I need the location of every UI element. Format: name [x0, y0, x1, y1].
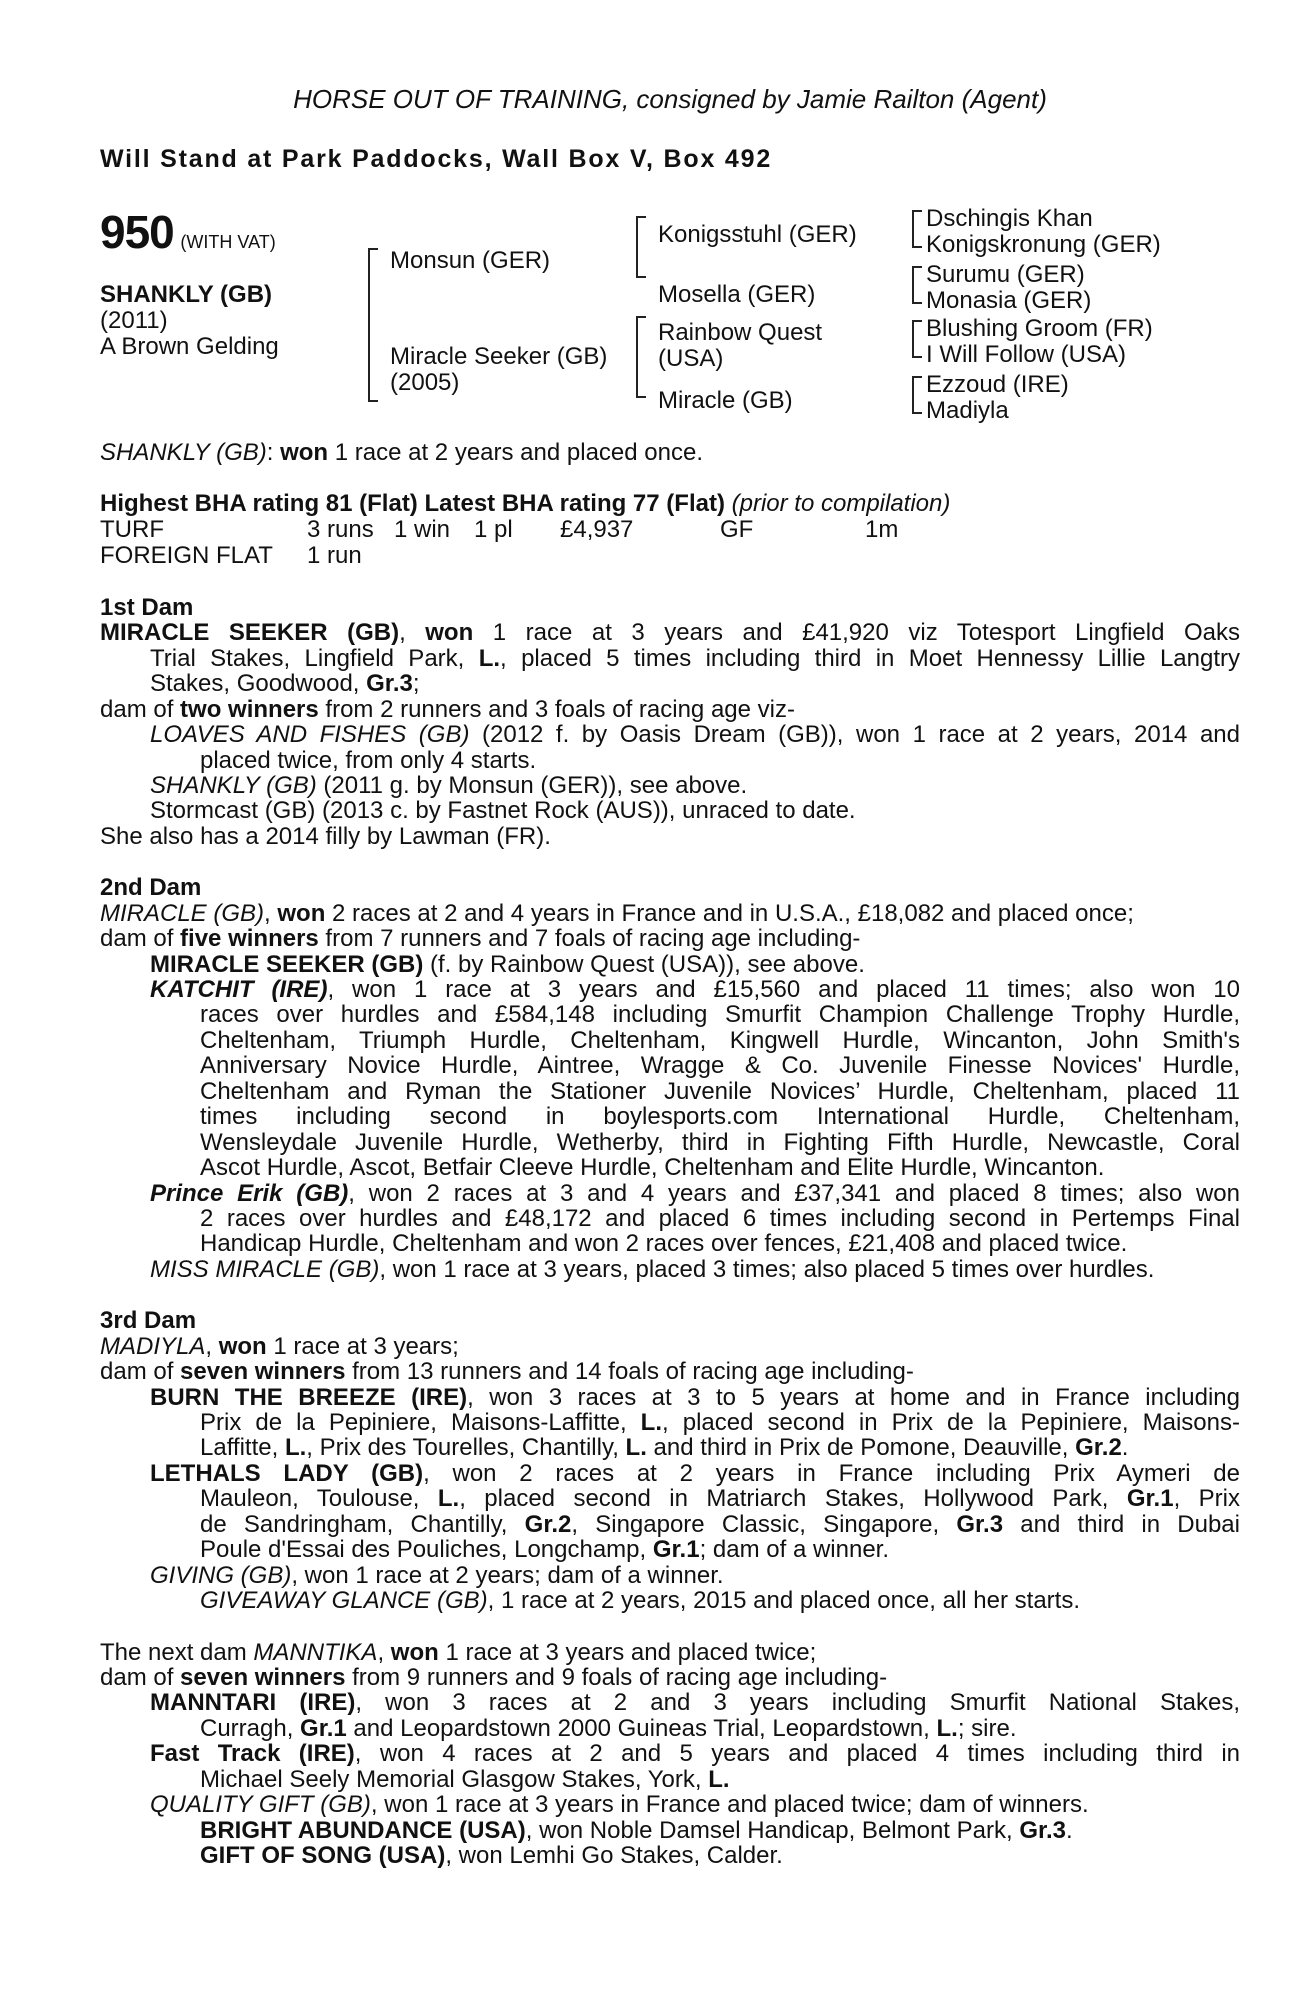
sire-dam: Mosella (GER)	[658, 281, 816, 308]
gg-7: Ezzoud (IRE)	[926, 371, 1069, 398]
prince-erik-line-1: Prince Erik (GB), won 2 races at 3 and 4 years and £37,341 and placed 8 times; also won	[150, 1179, 1240, 1207]
prince-erik-line-3: Handicap Hurdle, Cheltenham and won 2 races over fences, £21,408 and placed twice.	[200, 1230, 1128, 1258]
first-dam-line-9: She also has a 2014 filly by Lawman (FR).	[100, 822, 551, 850]
katchit-line-5: Cheltenham and Ryman the Stationer Juvenile Novices’ Hurdle, Cheltenham, placed 11	[200, 1077, 1240, 1105]
bracket-g56	[912, 320, 922, 358]
horse-year: (2011)	[100, 307, 168, 334]
first-dam-line-5: LOAVES AND FISHES (GB) (2012 f. by Oasis Dream (GB)), won 1 race at 2 years, 2014 and	[150, 721, 1240, 749]
horse-name: SHANKLY (GB)	[100, 281, 273, 308]
dam-sire-2: (USA)	[658, 345, 724, 372]
consignment-title: HORSE OUT OF TRAINING, consigned by Jamie Railton (Agent)	[293, 84, 1047, 114]
gg-5: Blushing Groom (FR)	[926, 315, 1153, 342]
first-dam-line-7: SHANKLY (GB) (2011 g. by Monsun (GER)), see above.	[150, 771, 748, 799]
gg-3: Surumu (GER)	[926, 261, 1085, 288]
stand-location: Will Stand at Park Paddocks, Wall Box V, Box 492	[100, 145, 773, 173]
second-dam-heading: 2nd Dam	[100, 874, 202, 902]
giving-line: GIVING (GB), won 1 race at 2 years; dam of a winner.	[150, 1561, 724, 1589]
dam-year: (2005)	[390, 369, 460, 396]
horse-description: A Brown Gelding	[100, 333, 279, 360]
vat-note: (WITH VAT)	[180, 232, 276, 252]
gg-6: I Will Follow (USA)	[926, 341, 1127, 368]
bracket-g12	[912, 210, 922, 248]
first-dam-heading: 1st Dam	[100, 593, 194, 621]
katchit-line-3: Cheltenham, Triumph Hurdle, Cheltenham, Kingwell Hurdle, Wincanton, John Smith's	[200, 1026, 1240, 1054]
lethals-lady-line-2: Mauleon, Toulouse, L., placed second in Matriarch Stakes, Hollywood Park, Gr.1, Prix	[200, 1485, 1241, 1513]
first-dam-line-3: Stakes, Goodwood, Gr.3;	[150, 670, 420, 698]
katchit-line-1: KATCHIT (IRE), won 1 race at 3 years and £15,560 and placed 11 times; also won 10	[150, 976, 1240, 1003]
first-dam-line-2: Trial Stakes, Lingfield Park, L., placed 5 times including third in Moet Hennessy Lillie Langtry	[150, 644, 1241, 672]
lethals-lady-line-4: Poule d'Essai des Pouliches, Longchamp, Gr.1; dam of a winner.	[200, 1536, 889, 1564]
sire-name: Monsun (GER)	[390, 247, 551, 274]
katchit-line-7: Wensleydale Juvenile Hurdle, Wetherby, third in Fighting Fifth Hurdle, Newcastle, Coral	[200, 1128, 1240, 1156]
next-dam-line-1: The next dam MANNTIKA, won 1 race at 3 years and placed twice;	[100, 1638, 817, 1666]
katchit-line-6: times including second in boylesports.com International Hurdle, Cheltenham,	[200, 1103, 1240, 1131]
third-dam-heading: 3rd Dam	[100, 1307, 197, 1335]
bracket-main	[368, 248, 378, 402]
bracket-sire	[636, 216, 646, 278]
bracket-g34	[912, 266, 922, 304]
burn-the-breeze-line-1: BURN THE BREEZE (IRE), won 3 races at 3 to 5 years at home and in France including	[150, 1383, 1240, 1411]
burn-the-breeze-line-2: Prix de la Pepiniere, Maisons-Laffitte, L., placed second in Prix de la Pepiniere, Maisons-	[200, 1409, 1240, 1436]
pedigree-table	[100, 200, 1240, 440]
stats-table: TURF 3 runs 1 win 1 pl £4,937 GF 1m FOREIGN FLAT 1 run	[100, 515, 899, 569]
catalogue-body	[100, 440, 1240, 1868]
gg-8: Madiyla	[926, 397, 1009, 424]
gift-of-song-line: GIFT OF SONG (USA), won Lemhi Go Stakes, Calder.	[200, 1842, 783, 1869]
bracket-dam	[636, 316, 646, 398]
dam-dam: Miracle (GB)	[658, 387, 793, 414]
second-dam-line-3: MIRACLE SEEKER (GB) (f. by Rainbow Quest (USA)), see above.	[150, 950, 865, 978]
race-summary: SHANKLY (GB): won 1 race at 2 years and placed once.	[100, 439, 703, 466]
manntari-line-2: Curragh, Gr.1 and Leopardstown 2000 Guineas Trial, Leopardstown, L.; sire.	[200, 1714, 1017, 1742]
gg-2: Konigskronung (GER)	[926, 231, 1161, 258]
bracket-g78	[912, 376, 922, 414]
lot-number-line	[100, 208, 276, 257]
giveaway-glance-line: GIVEAWAY GLANCE (GB), 1 race at 2 years, 2015 and placed once, all her starts.	[200, 1587, 1080, 1615]
dam-sire-1: Rainbow Quest	[658, 319, 823, 346]
fast-track-line-1: Fast Track (IRE), won 4 races at 2 and 5 years and placed 4 times including third in	[150, 1740, 1240, 1768]
sire-sire: Konigsstuhl (GER)	[658, 221, 857, 248]
first-dam-line-1: MIRACLE SEEKER (GB), won 1 race at 3 years and £41,920 viz Totesport Lingfield Oaks	[100, 619, 1240, 647]
manntari-line-1: MANNTARI (IRE), won 3 races at 2 and 3 years including Smurfit National Stakes,	[150, 1689, 1241, 1717]
first-dam-line-8: Stormcast (GB) (2013 c. by Fastnet Rock (AUS)), unraced to date.	[150, 797, 856, 825]
second-dam-line-1: MIRACLE (GB), won 2 races at 2 and 4 years in France and in U.S.A., £18,082 and placed once;	[100, 899, 1134, 927]
dam-name: Miracle Seeker (GB)	[390, 343, 608, 370]
prince-erik-line-2: 2 races over hurdles and £48,172 and placed 6 times including second in Pertemps Final	[200, 1204, 1240, 1232]
third-dam-line-1: MADIYLA, won 1 race at 3 years;	[100, 1332, 459, 1360]
bright-abundance-line: BRIGHT ABUNDANCE (USA), won Noble Damsel Handicap, Belmont Park, Gr.3.	[200, 1816, 1073, 1844]
fast-track-line-2: Michael Seely Memorial Glasgow Stakes, York, L.	[200, 1765, 730, 1793]
first-dam-line-4: dam of two winners from 2 runners and 3 foals of racing age viz-	[100, 695, 795, 723]
burn-the-breeze-line-3: Laffitte, L., Prix des Tourelles, Chantilly, L. and third in Prix de Pomone, Deauville, Gr.2.	[200, 1434, 1129, 1462]
first-dam-line-6: placed twice, from only 4 starts.	[200, 746, 537, 774]
quality-gift-line: QUALITY GIFT (GB), won 1 race at 3 years in France and placed twice; dam of winners.	[150, 1791, 1089, 1819]
lot-number: 950	[100, 206, 174, 258]
third-dam-line-2: dam of seven winners from 13 runners and 14 foals of racing age including-	[100, 1358, 914, 1386]
gg-1: Dschingis Khan	[926, 205, 1093, 232]
lethals-lady-line-1: LETHALS LADY (GB), won 2 races at 2 years in France including Prix Aymeri de	[150, 1459, 1240, 1487]
next-dam-line-2: dam of seven winners from 9 runners and 9 foals of racing age including-	[100, 1663, 888, 1691]
katchit-line-2: races over hurdles and £584,148 including Smurfit Champion Challenge Trophy Hurdle,	[200, 1001, 1240, 1029]
katchit-line-8: Ascot Hurdle, Ascot, Betfair Cleeve Hurdle, Cheltenham and Elite Hurdle, Wincanton.	[200, 1154, 1105, 1182]
second-dam-line-2: dam of five winners from 7 runners and 7 foals of racing age including-	[100, 925, 861, 953]
miss-miracle-line: MISS MIRACLE (GB), won 1 race at 3 years, placed 3 times; also placed 5 times over hurdles.	[150, 1255, 1155, 1283]
bha-ratings: Highest BHA rating 81 (Flat) Latest BHA rating 77 (Flat) (prior to compilation)	[100, 490, 951, 518]
gg-4: Monasia (GER)	[926, 287, 1092, 314]
lethals-lady-line-3: de Sandringham, Chantilly, Gr.2, Singapore Classic, Singapore, Gr.3 and third in Dubai	[200, 1510, 1240, 1538]
katchit-line-4: Anniversary Novice Hurdle, Aintree, Wragge & Co. Juvenile Finesse Novices' Hurdle,	[200, 1052, 1240, 1080]
